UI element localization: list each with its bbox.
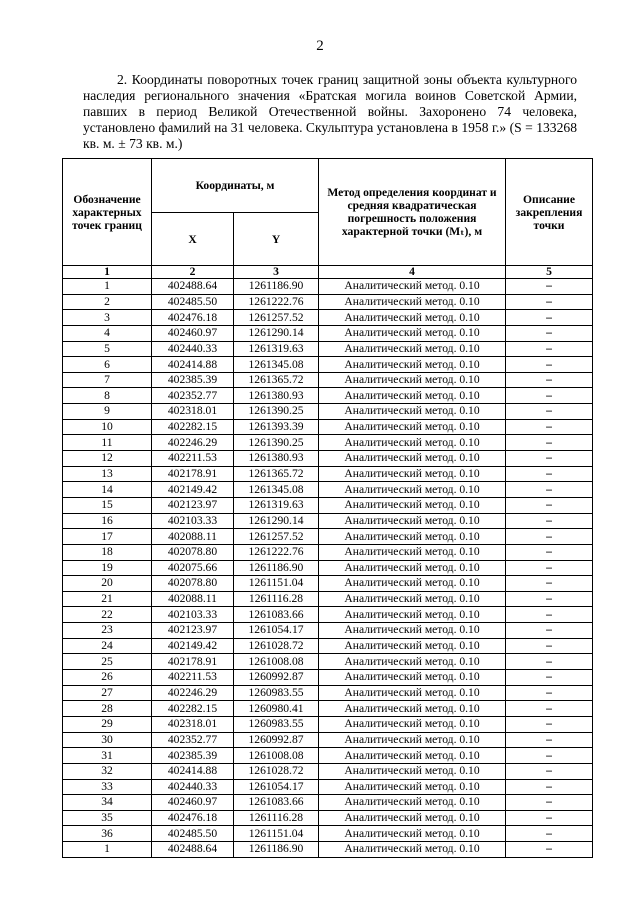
cell-y: 1261083.66: [234, 607, 319, 623]
cell-point: 12: [63, 451, 152, 467]
cell-method: Аналитический метод. 0.10: [319, 310, 506, 326]
cell-x: 402414.88: [152, 763, 234, 779]
cell-point: 8: [63, 388, 152, 404]
column-numbers-row: [63, 266, 593, 279]
cell-x: 402246.29: [152, 685, 234, 701]
cell-y: 1261290.14: [234, 325, 319, 341]
cell-method: Аналитический метод. 0.10: [319, 279, 506, 295]
cell-method: Аналитический метод. 0.10: [319, 779, 506, 795]
cell-point: 4: [63, 325, 152, 341]
cell-y: 1261380.93: [234, 388, 319, 404]
cell-description: –: [506, 388, 593, 404]
table-row: [63, 810, 593, 826]
table-row: [63, 748, 593, 764]
cell-x: 402318.01: [152, 716, 234, 732]
cell-point: 6: [63, 357, 152, 373]
cell-x: 402088.11: [152, 591, 234, 607]
cell-point: 31: [63, 748, 152, 764]
cell-point: 29: [63, 716, 152, 732]
cell-method: Аналитический метод. 0.10: [319, 623, 506, 639]
cell-y: 1261116.28: [234, 810, 319, 826]
cell-point: 22: [63, 607, 152, 623]
cell-method: Аналитический метод. 0.10: [319, 842, 506, 858]
cell-x: 402385.39: [152, 748, 234, 764]
table-row: [63, 325, 593, 341]
cell-x: 402178.91: [152, 654, 234, 670]
table-row: [63, 529, 593, 545]
table-row: [63, 716, 593, 732]
cell-description: –: [506, 795, 593, 811]
cell-description: –: [506, 670, 593, 686]
cell-description: –: [506, 716, 593, 732]
cell-method: Аналитический метод. 0.10: [319, 482, 506, 498]
cell-y: 1261186.90: [234, 560, 319, 576]
table-row: [63, 544, 593, 560]
table-row: [63, 279, 593, 295]
header-coordinates: Координаты, м: [152, 159, 319, 213]
cell-method: Аналитический метод. 0.10: [319, 357, 506, 373]
cell-description: –: [506, 732, 593, 748]
cell-y: 1261390.25: [234, 435, 319, 451]
cell-x: 402211.53: [152, 670, 234, 686]
cell-description: –: [506, 576, 593, 592]
cell-x: 402149.42: [152, 482, 234, 498]
cell-y: 1261008.08: [234, 748, 319, 764]
header-point: Обозначение характерных точек границ: [63, 159, 152, 266]
cell-x: 402460.97: [152, 795, 234, 811]
cell-description: –: [506, 529, 593, 545]
cell-method: Аналитический метод. 0.10: [319, 341, 506, 357]
table-row: [63, 763, 593, 779]
cell-method: Аналитический метод. 0.10: [319, 810, 506, 826]
table-row: [63, 795, 593, 811]
cell-method: Аналитический метод. 0.10: [319, 591, 506, 607]
cell-point: 10: [63, 419, 152, 435]
cell-method: Аналитический метод. 0.10: [319, 435, 506, 451]
cell-x: 402282.15: [152, 701, 234, 717]
table-row: [63, 451, 593, 467]
table-row: [63, 372, 593, 388]
cell-description: –: [506, 325, 593, 341]
cell-point: 7: [63, 372, 152, 388]
cell-x: 402460.97: [152, 325, 234, 341]
cell-x: 402075.66: [152, 560, 234, 576]
table-row: [63, 357, 593, 373]
cell-y: 1261290.14: [234, 513, 319, 529]
table-row: [63, 404, 593, 420]
table-row: [63, 701, 593, 717]
cell-description: –: [506, 372, 593, 388]
cell-x: 402282.15: [152, 419, 234, 435]
cell-y: 1261186.90: [234, 279, 319, 295]
cell-point: 1: [63, 279, 152, 295]
cell-x: 402485.50: [152, 294, 234, 310]
cell-method: Аналитический метод. 0.10: [319, 372, 506, 388]
cell-method: Аналитический метод. 0.10: [319, 701, 506, 717]
cell-point: 18: [63, 544, 152, 560]
cell-point: 2: [63, 294, 152, 310]
cell-y: 1261054.17: [234, 779, 319, 795]
cell-x: 402414.88: [152, 357, 234, 373]
cell-description: –: [506, 842, 593, 858]
cell-method: Аналитический метод. 0.10: [319, 716, 506, 732]
table-row: [63, 576, 593, 592]
cell-point: 11: [63, 435, 152, 451]
table-row: [63, 310, 593, 326]
cell-x: 402103.33: [152, 513, 234, 529]
cell-point: 35: [63, 810, 152, 826]
table-row: [63, 638, 593, 654]
cell-description: –: [506, 591, 593, 607]
table-row: [63, 591, 593, 607]
cell-point: 28: [63, 701, 152, 717]
cell-description: –: [506, 607, 593, 623]
cell-y: 1261345.08: [234, 482, 319, 498]
cell-point: 17: [63, 529, 152, 545]
cell-description: –: [506, 419, 593, 435]
cell-y: 1261257.52: [234, 310, 319, 326]
cell-method: Аналитический метод. 0.10: [319, 513, 506, 529]
cell-x: 402440.33: [152, 779, 234, 795]
table-row: [63, 435, 593, 451]
cell-point: 32: [63, 763, 152, 779]
cell-x: 402246.29: [152, 435, 234, 451]
cell-x: 402352.77: [152, 388, 234, 404]
intro-paragraph: [83, 72, 577, 152]
cell-x: 402149.42: [152, 638, 234, 654]
table-row: [63, 607, 593, 623]
intro-text: 2. Координаты поворотных точек границ защитной зоны объекта культурного наследия регионального значения «Братская могила воинов Советской Армии, павших в период Великой Отечественной войны. Захоронено 74 человека, установлено фамилий на 31 человека. Скульптура установлена в 1958 г.» (S = 133268 кв. м. ± 73 кв. м.): [83, 72, 577, 151]
table-row: [63, 560, 593, 576]
cell-description: –: [506, 482, 593, 498]
cell-point: 30: [63, 732, 152, 748]
cell-point: 27: [63, 685, 152, 701]
table-row: [63, 826, 593, 842]
cell-y: 1261390.25: [234, 404, 319, 420]
cell-description: –: [506, 826, 593, 842]
cell-y: 1260980.41: [234, 701, 319, 717]
cell-y: 1261083.66: [234, 795, 319, 811]
header-y: Y: [234, 213, 319, 266]
cell-description: –: [506, 685, 593, 701]
cell-description: –: [506, 357, 593, 373]
table-row: [63, 654, 593, 670]
cell-x: 402123.97: [152, 623, 234, 639]
cell-y: 1261186.90: [234, 842, 319, 858]
column-number: 5: [506, 266, 593, 279]
cell-description: –: [506, 310, 593, 326]
table-row: [63, 732, 593, 748]
cell-description: –: [506, 513, 593, 529]
cell-x: 402318.01: [152, 404, 234, 420]
cell-point: 24: [63, 638, 152, 654]
cell-point: 25: [63, 654, 152, 670]
table-row: [63, 466, 593, 482]
cell-point: 20: [63, 576, 152, 592]
table-row: [63, 482, 593, 498]
cell-description: –: [506, 810, 593, 826]
cell-x: 402485.50: [152, 826, 234, 842]
cell-y: 1261257.52: [234, 529, 319, 545]
cell-description: –: [506, 623, 593, 639]
cell-method: Аналитический метод. 0.10: [319, 388, 506, 404]
cell-y: 1260992.87: [234, 732, 319, 748]
cell-y: 1261116.28: [234, 591, 319, 607]
cell-description: –: [506, 748, 593, 764]
cell-method: Аналитический метод. 0.10: [319, 404, 506, 420]
cell-y: 1261222.76: [234, 544, 319, 560]
table-row: [63, 419, 593, 435]
cell-y: 1261222.76: [234, 294, 319, 310]
cell-description: –: [506, 451, 593, 467]
cell-method: Аналитический метод. 0.10: [319, 607, 506, 623]
cell-y: 1260983.55: [234, 685, 319, 701]
cell-y: 1261054.17: [234, 623, 319, 639]
cell-method: Аналитический метод. 0.10: [319, 576, 506, 592]
cell-y: 1261365.72: [234, 466, 319, 482]
cell-method: Аналитический метод. 0.10: [319, 325, 506, 341]
cell-x: 402178.91: [152, 466, 234, 482]
cell-method: Аналитический метод. 0.10: [319, 685, 506, 701]
cell-point: 5: [63, 341, 152, 357]
cell-x: 402352.77: [152, 732, 234, 748]
page-number: 2: [316, 38, 324, 54]
cell-x: 402488.64: [152, 842, 234, 858]
cell-y: 1261380.93: [234, 451, 319, 467]
cell-method: Аналитический метод. 0.10: [319, 654, 506, 670]
cell-x: 402211.53: [152, 451, 234, 467]
cell-x: 402088.11: [152, 529, 234, 545]
cell-y: 1261028.72: [234, 638, 319, 654]
header-x: X: [152, 213, 234, 266]
cell-method: Аналитический метод. 0.10: [319, 795, 506, 811]
cell-x: 402488.64: [152, 279, 234, 295]
cell-method: Аналитический метод. 0.10: [319, 451, 506, 467]
cell-method: Аналитический метод. 0.10: [319, 732, 506, 748]
cell-description: –: [506, 435, 593, 451]
cell-point: 1: [63, 842, 152, 858]
cell-method: Аналитический метод. 0.10: [319, 466, 506, 482]
cell-y: 1261151.04: [234, 826, 319, 842]
cell-y: 1260983.55: [234, 716, 319, 732]
cell-y: 1261365.72: [234, 372, 319, 388]
cell-y: 1261393.39: [234, 419, 319, 435]
cell-x: 402385.39: [152, 372, 234, 388]
cell-description: –: [506, 654, 593, 670]
cell-y: 1261319.63: [234, 497, 319, 513]
cell-point: 14: [63, 482, 152, 498]
cell-method: Аналитический метод. 0.10: [319, 763, 506, 779]
cell-x: 402123.97: [152, 497, 234, 513]
cell-point: 36: [63, 826, 152, 842]
cell-method: Аналитический метод. 0.10: [319, 544, 506, 560]
cell-point: 21: [63, 591, 152, 607]
cell-method: Аналитический метод. 0.10: [319, 529, 506, 545]
table-body: [63, 279, 593, 858]
cell-description: –: [506, 779, 593, 795]
cell-method: Аналитический метод. 0.10: [319, 748, 506, 764]
table-row: [63, 842, 593, 858]
cell-method: Аналитический метод. 0.10: [319, 294, 506, 310]
cell-method: Аналитический метод. 0.10: [319, 670, 506, 686]
column-number: 4: [319, 266, 506, 279]
cell-point: 26: [63, 670, 152, 686]
cell-point: 19: [63, 560, 152, 576]
cell-description: –: [506, 404, 593, 420]
table-row: [63, 623, 593, 639]
cell-method: Аналитический метод. 0.10: [319, 826, 506, 842]
cell-point: 3: [63, 310, 152, 326]
cell-point: 23: [63, 623, 152, 639]
column-number: 1: [63, 266, 152, 279]
cell-point: 13: [63, 466, 152, 482]
table-row: [63, 497, 593, 513]
cell-x: 402476.18: [152, 310, 234, 326]
header-method: Метод определения координат и средняя квадратическая погрешность положения характерной точки (Mₜ), м: [319, 159, 506, 266]
cell-description: –: [506, 544, 593, 560]
cell-x: 402440.33: [152, 341, 234, 357]
cell-description: –: [506, 341, 593, 357]
table-row: [63, 670, 593, 686]
cell-description: –: [506, 763, 593, 779]
table-row: [63, 388, 593, 404]
cell-description: –: [506, 466, 593, 482]
cell-description: –: [506, 560, 593, 576]
cell-method: Аналитический метод. 0.10: [319, 638, 506, 654]
table-header: [63, 159, 593, 279]
table-row: [63, 779, 593, 795]
table-row: [63, 685, 593, 701]
cell-point: 33: [63, 779, 152, 795]
cell-y: 1261319.63: [234, 341, 319, 357]
coordinates-table: [62, 158, 593, 858]
cell-y: 1261028.72: [234, 763, 319, 779]
column-number: 3: [234, 266, 319, 279]
cell-description: –: [506, 294, 593, 310]
table-row: [63, 294, 593, 310]
cell-x: 402103.33: [152, 607, 234, 623]
cell-method: Аналитический метод. 0.10: [319, 560, 506, 576]
cell-point: 15: [63, 497, 152, 513]
cell-y: 1261008.08: [234, 654, 319, 670]
cell-point: 16: [63, 513, 152, 529]
cell-point: 34: [63, 795, 152, 811]
cell-y: 1261151.04: [234, 576, 319, 592]
table-row: [63, 341, 593, 357]
table-row: [63, 513, 593, 529]
cell-point: 9: [63, 404, 152, 420]
cell-x: 402476.18: [152, 810, 234, 826]
cell-x: 402078.80: [152, 544, 234, 560]
cell-x: 402078.80: [152, 576, 234, 592]
cell-y: 1261345.08: [234, 357, 319, 373]
cell-description: –: [506, 497, 593, 513]
cell-description: –: [506, 279, 593, 295]
cell-description: –: [506, 638, 593, 654]
cell-method: Аналитический метод. 0.10: [319, 497, 506, 513]
cell-y: 1260992.87: [234, 670, 319, 686]
cell-description: –: [506, 701, 593, 717]
cell-method: Аналитический метод. 0.10: [319, 419, 506, 435]
column-number: 2: [152, 266, 234, 279]
header-description: Описание закрепления точки: [506, 159, 593, 266]
